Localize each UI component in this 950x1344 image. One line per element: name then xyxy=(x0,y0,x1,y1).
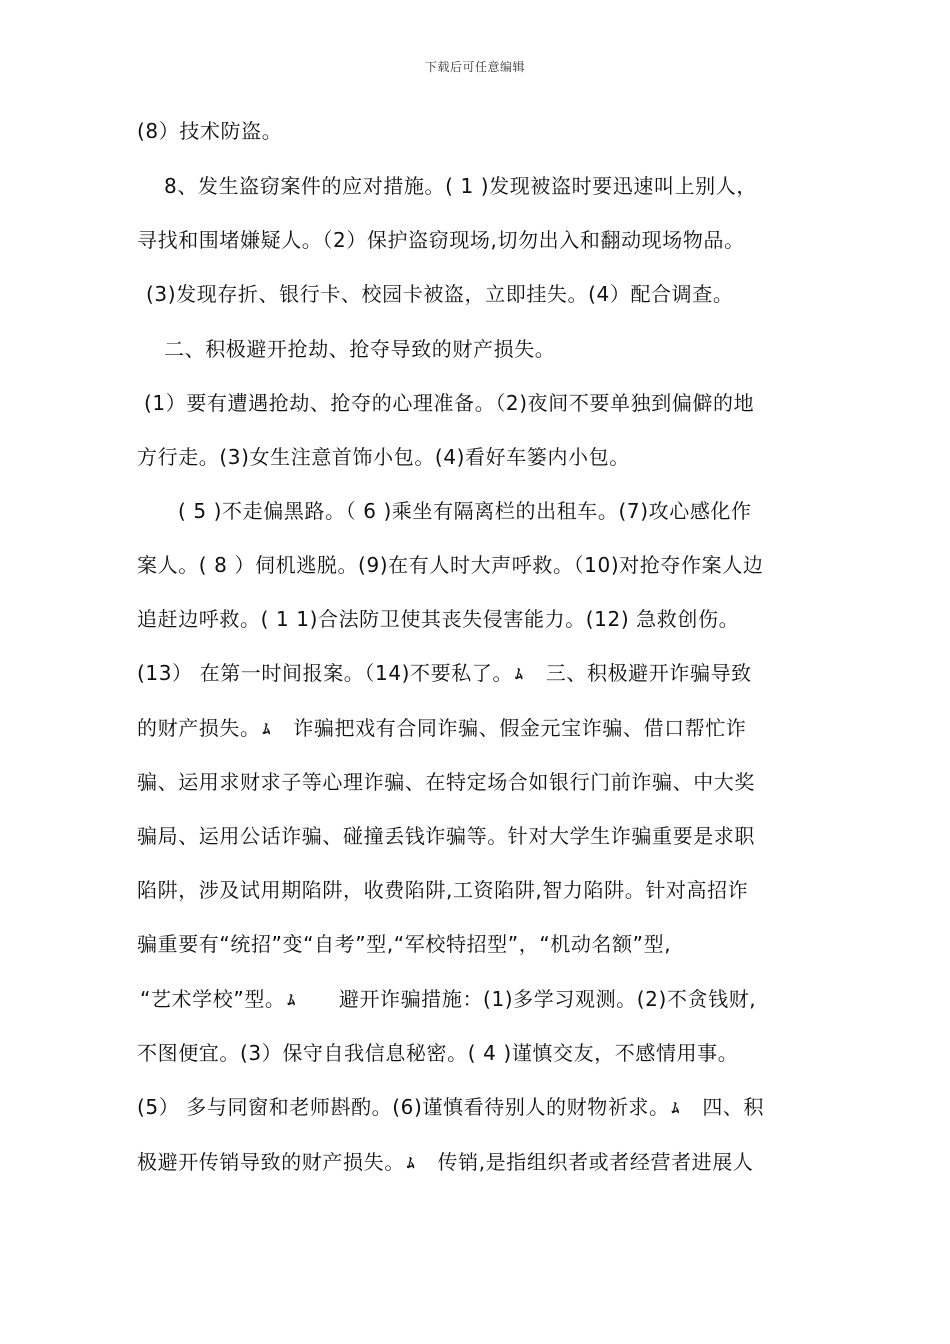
text-line-16: 骗重要有“统招”变“自考”型,“军校特招型”，“机动名额”型, xyxy=(137,932,672,956)
text-line-14: 骗局、运用公话诈骗、碰撞丢钱诈骗等。针对大学生诈骗重要是求职 xyxy=(137,824,755,848)
text-segment: (5） 多与同窗和老师斟酌。(6)谨慎看待别人的财物祈求。 xyxy=(137,1095,670,1119)
text-segment: 传销,是指组织者或者经营者进展人 xyxy=(416,1150,754,1174)
text-segment: (13） 在第一时间报案。（14)不要私了。 xyxy=(137,661,514,685)
bullet-mark-icon: ﾑ xyxy=(515,665,524,683)
bullet-mark-icon: ﾑ xyxy=(406,1154,415,1172)
text-line-2: 8、发生盗窃案件的应对措施。( 1 )发现被盗时要迅速叫上别人， xyxy=(164,174,757,198)
text-line-18: 不图便宜。(3）保守自我信息秘密。( 4 )谨慎交友，不感情用事。 xyxy=(137,1041,739,1065)
bullet-mark-icon: ﾑ xyxy=(262,720,271,738)
text-segment: 三、积极避开诈骗导致 xyxy=(525,661,752,685)
text-line-8: ( 5 )不走偏黑路。（ 6 )乘坐有隔离栏的出租车。(7)攻心感化作 xyxy=(178,499,752,523)
text-segment: “艺术学校”型。 xyxy=(140,987,286,1011)
page-header: 下载后可任意编辑 xyxy=(424,60,525,74)
bullet-mark-icon: ﾑ xyxy=(671,1099,680,1117)
bullet-mark-icon: ﾑ xyxy=(287,991,296,1009)
text-segment: 的财产损失。 xyxy=(137,716,261,740)
text-line-11 xyxy=(137,659,752,688)
text-line-7: 方行走。(3)女生注意首饰小包。(4)看好车篓内小包。 xyxy=(137,445,630,469)
text-segment: 避开诈骗措施：(1)多学习观测。(2)不贪钱财, xyxy=(297,987,757,1011)
text-segment: 诈骗把戏有合同诈骗、假金元宝诈骗、借口帮忙诈 xyxy=(272,716,747,740)
text-line-3: 寻找和围堵嫌疑人。（2）保护盗窃现场,切勿出入和翻动现场物品。 xyxy=(137,228,745,252)
text-line-15: 陷阱，涉及试用期陷阱，收费陷阱,工资陷阱,智力陷阱。针对高招诈 xyxy=(137,878,749,902)
text-line-13: 骗、运用求财求子等心理诈骗、在特定场合如银行门前诈骗、中大奖 xyxy=(137,770,755,794)
text-line-17 xyxy=(140,985,756,1014)
text-line-1: (8）技术防盗。 xyxy=(137,119,283,143)
text-line-19 xyxy=(137,1093,764,1122)
text-line-20 xyxy=(137,1148,753,1177)
text-segment: 极避开传销导致的财产损失。 xyxy=(137,1150,405,1174)
text-segment: 四、积 xyxy=(681,1095,765,1119)
text-line-12 xyxy=(137,714,747,743)
text-line-10: 追赶边呼救。( 1 1)合法防卫使其丧失侵害能力。(12) 急救创伤。 xyxy=(137,607,740,631)
text-line-9: 案人。( 8 ）伺机逃脱。(9)在有人时大声呼救。（10)对抢夺作案人边 xyxy=(137,553,764,577)
text-line-4: (3)发现存折、银行卡、校园卡被盗，立即挂失。(4）配合调查。 xyxy=(146,282,734,306)
text-line-6: (1）要有遭遇抢劫、抢夺的心理准备。（2)夜间不要单独到偏僻的地 xyxy=(144,391,755,415)
section-heading-robbery: 二、积极避开抢劫、抢夺导致的财产损失。 xyxy=(164,337,556,361)
